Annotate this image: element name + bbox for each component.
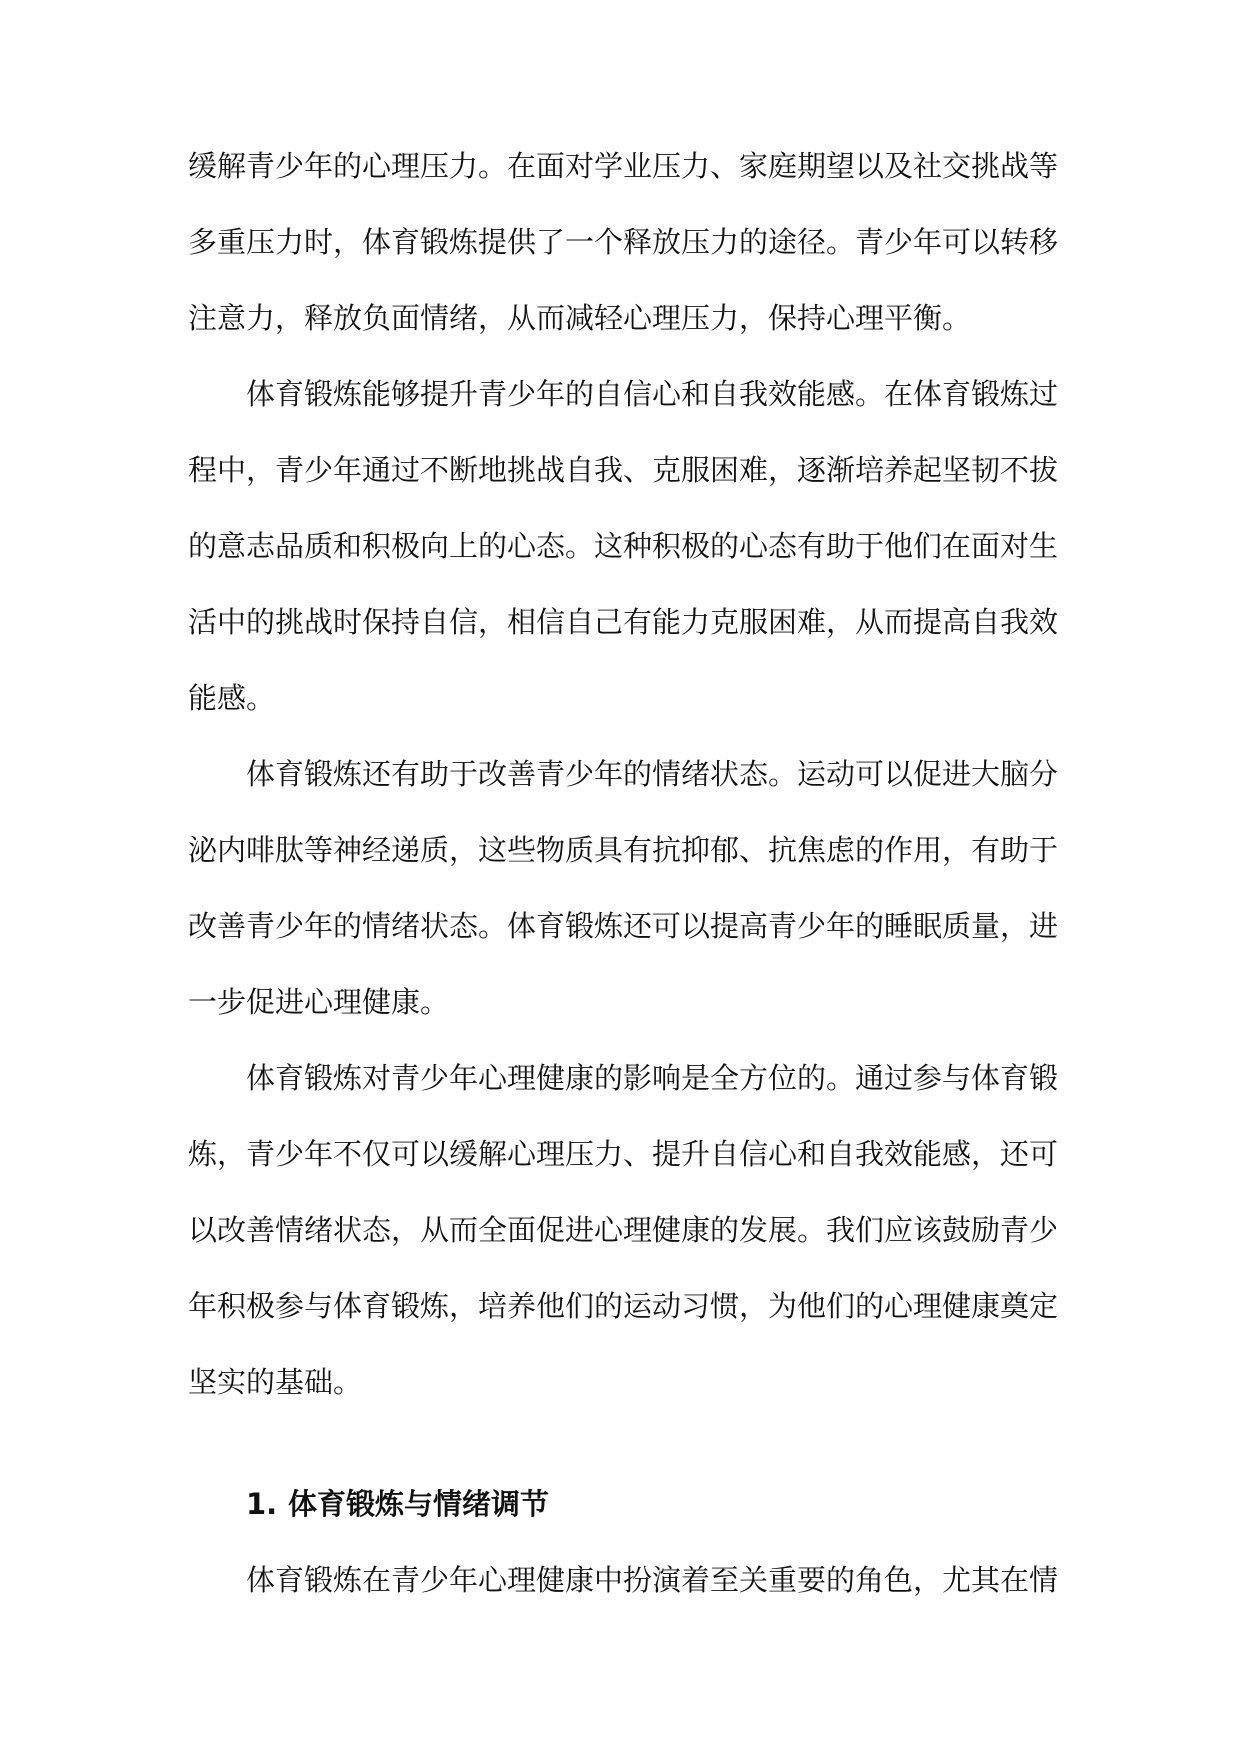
- paragraph: [188, 1542, 1057, 1618]
- section-number: 1.: [246, 1487, 278, 1521]
- text-line: 坚实的基础。: [188, 1365, 363, 1399]
- section-title: 体育锻炼与情绪调节: [288, 1487, 550, 1521]
- text-line: 能感。: [188, 681, 276, 715]
- text-line: 以改善情绪状态，从而全面促进心理健康的发展。我们应该鼓励青少: [188, 1213, 1059, 1247]
- paragraph: [188, 1040, 1057, 1420]
- text-line: 一步促进心理健康。: [188, 985, 450, 1019]
- text-line: 泌内啡肽等神经递质，这些物质具有抗抑郁、抗焦虑的作用，有助于: [188, 833, 1059, 867]
- paragraph: [188, 736, 1057, 1040]
- text-line: 年积极参与体育锻炼，培养他们的运动习惯，为他们的心理健康奠定: [188, 1289, 1059, 1323]
- paragraph: [188, 128, 1057, 356]
- text-line: 炼，青少年不仅可以缓解心理压力、提升自信心和自我效能感，还可: [188, 1137, 1059, 1171]
- text-line: 缓解青少年的心理压力。在面对学业压力、家庭期望以及社交挑战等: [188, 149, 1059, 183]
- text-line: 程中，青少年通过不断地挑战自我、克服困难，逐渐培养起坚韧不拔: [188, 453, 1059, 487]
- text-line: 体育锻炼还有助于改善青少年的情绪状态。运动可以促进大脑分: [246, 757, 1059, 791]
- document-page: [188, 128, 1057, 1618]
- text-line: 体育锻炼能够提升青少年的自信心和自我效能感。在体育锻炼过: [246, 377, 1059, 411]
- text-line: 多重压力时，体育锻炼提供了一个释放压力的途径。青少年可以转移: [188, 225, 1059, 259]
- text-line: 体育锻炼在青少年心理健康中扮演着至关重要的角色，尤其在情: [246, 1563, 1059, 1597]
- text-line: 注意力，释放负面情绪，从而减轻心理压力，保持心理平衡。: [188, 301, 972, 335]
- section-heading: [188, 1466, 1057, 1542]
- spacer: [188, 1420, 1057, 1466]
- text-line: 活中的挑战时保持自信，相信自己有能力克服困难，从而提高自我效: [188, 605, 1059, 639]
- text-line: 的意志品质和积极向上的心态。这种积极的心态有助于他们在面对生: [188, 529, 1059, 563]
- text-line: 改善青少年的情绪状态。体育锻炼还可以提高青少年的睡眠质量，进: [188, 909, 1059, 943]
- text-line: 体育锻炼对青少年心理健康的影响是全方位的。通过参与体育锻: [246, 1061, 1059, 1095]
- paragraph: [188, 356, 1057, 736]
